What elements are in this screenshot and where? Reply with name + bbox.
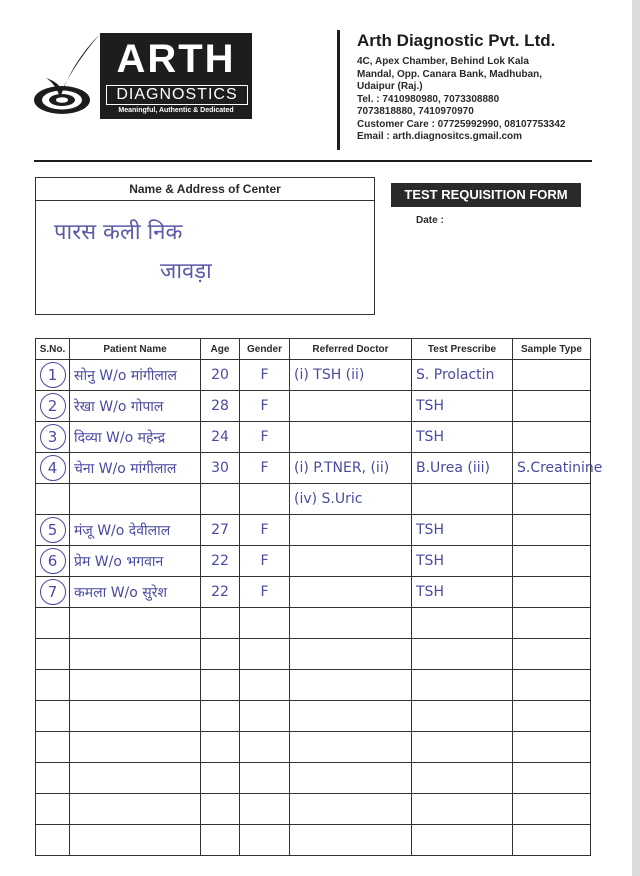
cell-test-prescribe[interactable]: S. Prolactin: [412, 360, 513, 391]
circled-number: 1: [40, 362, 66, 388]
logo-subtitle: DIAGNOSTICS: [106, 85, 248, 105]
cell-patient-name[interactable]: [70, 670, 201, 701]
cell-patient-name[interactable]: [70, 825, 201, 856]
cell-sample-type[interactable]: [513, 701, 591, 732]
cell-referred-doctor[interactable]: [290, 391, 412, 422]
cell-age[interactable]: 22: [201, 546, 240, 577]
cell-patient-name[interactable]: चेना W/o मांगीलाल: [70, 453, 201, 484]
cell-gender[interactable]: F: [240, 546, 290, 577]
company-address: [357, 56, 627, 144]
cell-sample-type[interactable]: S.Creatinine: [513, 453, 591, 484]
cell-sample-type[interactable]: [513, 670, 591, 701]
cell-referred-doctor[interactable]: [290, 639, 412, 670]
circled-number: 3: [40, 424, 66, 450]
address-line: Customer Care : 07725992990, 08107753342: [357, 118, 566, 130]
cell-sample-type[interactable]: [513, 546, 591, 577]
cell-gender[interactable]: [240, 794, 290, 825]
company-name: Arth Diagnostic Pvt. Ltd.: [357, 31, 556, 50]
cell-sample-type[interactable]: [513, 422, 591, 453]
cell-age[interactable]: [201, 608, 240, 639]
cell-sno[interactable]: [36, 360, 70, 391]
cell-test-prescribe[interactable]: TSH: [412, 391, 513, 422]
cell-test-prescribe[interactable]: TSH: [412, 546, 513, 577]
table-row: [36, 763, 591, 794]
cell-sno[interactable]: [36, 732, 70, 763]
cell-sno[interactable]: [36, 546, 70, 577]
cell-sample-type[interactable]: [513, 484, 591, 515]
cell-gender[interactable]: [240, 670, 290, 701]
cell-sno[interactable]: [36, 639, 70, 670]
cell-sno[interactable]: [36, 484, 70, 515]
cell-patient-name[interactable]: [70, 794, 201, 825]
cell-age[interactable]: 30: [201, 453, 240, 484]
cell-age[interactable]: [201, 732, 240, 763]
table-header-row: [36, 339, 591, 360]
cell-referred-doctor[interactable]: [290, 422, 412, 453]
cell-age[interactable]: [201, 701, 240, 732]
cell-sno[interactable]: [36, 391, 70, 422]
cell-sample-type[interactable]: [513, 732, 591, 763]
cell-test-prescribe[interactable]: [412, 484, 513, 515]
cell-patient-name[interactable]: [70, 763, 201, 794]
cell-patient-name[interactable]: [70, 732, 201, 763]
col-header-referred-doctor: Referred Doctor: [290, 339, 412, 360]
cell-patient-name[interactable]: रेखा W/o गोपाल: [70, 391, 201, 422]
cell-gender[interactable]: F: [240, 577, 290, 608]
circled-number: 4: [40, 455, 66, 481]
table-row: [36, 391, 591, 422]
form-title: TEST REQUISITION FORM: [391, 183, 581, 207]
cell-referred-doctor[interactable]: [290, 732, 412, 763]
table-row: [36, 360, 591, 391]
cell-sample-type[interactable]: [513, 763, 591, 794]
cell-referred-doctor[interactable]: [290, 794, 412, 825]
col-header-patient-name: Patient Name: [70, 339, 201, 360]
address-line: Mandal, Opp. Canara Bank, Madhuban,: [357, 68, 543, 80]
cell-sno[interactable]: [36, 515, 70, 546]
cell-referred-doctor[interactable]: [290, 577, 412, 608]
table-row: [36, 546, 591, 577]
cell-referred-doctor[interactable]: [290, 763, 412, 794]
cell-patient-name[interactable]: [70, 639, 201, 670]
col-header-sample-type: Sample Type: [513, 339, 591, 360]
address-line: Udaipur (Raj.): [357, 81, 423, 92]
cell-sno[interactable]: [36, 577, 70, 608]
table-row: [36, 794, 591, 825]
cell-sample-type[interactable]: [513, 577, 591, 608]
cell-sample-type[interactable]: [513, 794, 591, 825]
cell-age[interactable]: 28: [201, 391, 240, 422]
address-line: Tel. : 7410980980, 7073308880: [357, 93, 500, 105]
center-place-handwritten: जावड़ा: [160, 259, 212, 284]
cell-age[interactable]: [201, 794, 240, 825]
page-edge: [632, 0, 640, 876]
logo-tagline: Meaningful, Authentic & Dedicated: [118, 107, 234, 114]
cell-gender[interactable]: [240, 639, 290, 670]
cell-sno[interactable]: [36, 422, 70, 453]
cell-referred-doctor[interactable]: (i) P.TNER, (ii): [290, 453, 412, 484]
col-header-sno: S.No.: [36, 339, 70, 360]
table-row: [36, 608, 591, 639]
cell-sample-type[interactable]: [513, 608, 591, 639]
header-rule: [34, 160, 592, 162]
cell-referred-doctor[interactable]: [290, 515, 412, 546]
cell-gender[interactable]: F: [240, 453, 290, 484]
cell-age[interactable]: [201, 825, 240, 856]
cell-gender[interactable]: [240, 825, 290, 856]
center-heading: Name & Address of Center: [36, 178, 374, 201]
cell-patient-name[interactable]: [70, 484, 201, 515]
cell-patient-name[interactable]: [70, 608, 201, 639]
cell-referred-doctor[interactable]: [290, 670, 412, 701]
cell-patient-name[interactable]: कमला W/o सुरेश: [70, 577, 201, 608]
cell-test-prescribe[interactable]: [412, 763, 513, 794]
table-row: [36, 732, 591, 763]
cell-age[interactable]: 22: [201, 577, 240, 608]
cell-referred-doctor[interactable]: (iv) S.Uric: [290, 484, 412, 515]
center-name-handwritten: पारस कली निक: [54, 220, 183, 245]
cell-sno[interactable]: [36, 670, 70, 701]
cell-sample-type[interactable]: [513, 825, 591, 856]
cell-test-prescribe[interactable]: B.Urea (iii): [412, 453, 513, 484]
table-row: [36, 701, 591, 732]
cell-test-prescribe[interactable]: [412, 701, 513, 732]
cell-age[interactable]: 27: [201, 515, 240, 546]
center-address-box[interactable]: [35, 177, 375, 315]
table-row: [36, 639, 591, 670]
cell-gender[interactable]: F: [240, 360, 290, 391]
circled-number: 5: [40, 517, 66, 543]
table-row: [36, 484, 591, 515]
cell-test-prescribe[interactable]: [412, 608, 513, 639]
cell-gender[interactable]: F: [240, 391, 290, 422]
cell-sno[interactable]: [36, 763, 70, 794]
col-header-test-prescribe: Test Prescribe: [412, 339, 513, 360]
cell-sample-type[interactable]: [513, 391, 591, 422]
cell-sample-type[interactable]: [513, 515, 591, 546]
logo: [100, 33, 252, 119]
table-row: [36, 577, 591, 608]
circled-number: 7: [40, 579, 66, 605]
col-header-age: Age: [201, 339, 240, 360]
table-row: [36, 422, 591, 453]
cell-sample-type[interactable]: [513, 360, 591, 391]
cell-gender[interactable]: F: [240, 515, 290, 546]
cell-age[interactable]: [201, 670, 240, 701]
cell-age[interactable]: 20: [201, 360, 240, 391]
cell-age[interactable]: [201, 484, 240, 515]
table-row: [36, 453, 591, 484]
cell-sno[interactable]: [36, 701, 70, 732]
date-label: Date :: [416, 215, 444, 226]
cell-test-prescribe[interactable]: [412, 670, 513, 701]
cell-referred-doctor[interactable]: [290, 546, 412, 577]
table-row: [36, 825, 591, 856]
cell-gender[interactable]: [240, 732, 290, 763]
table-row: [36, 670, 591, 701]
cell-sample-type[interactable]: [513, 639, 591, 670]
cell-patient-name[interactable]: दिव्या W/o महेन्द्र: [70, 422, 201, 453]
address-line: 4C, Apex Chamber, Behind Lok Kala: [357, 56, 529, 67]
cell-patient-name[interactable]: मंजू W/o देवीलाल: [70, 515, 201, 546]
cell-test-prescribe[interactable]: TSH: [412, 515, 513, 546]
cell-sno[interactable]: [36, 794, 70, 825]
cell-test-prescribe[interactable]: [412, 732, 513, 763]
cell-test-prescribe[interactable]: TSH: [412, 422, 513, 453]
cell-patient-name[interactable]: सोनु W/o मांगीलाल: [70, 360, 201, 391]
cell-age[interactable]: 24: [201, 422, 240, 453]
cell-referred-doctor[interactable]: [290, 608, 412, 639]
logo-word: ARTH: [116, 37, 236, 81]
table-row: [36, 515, 591, 546]
circled-number: 2: [40, 393, 66, 419]
target-check-icon: [32, 32, 102, 118]
address-line: 7073818880, 7410970970: [357, 106, 474, 117]
cell-gender[interactable]: [240, 701, 290, 732]
header-divider: [337, 30, 340, 150]
address-line: Email : arth.diagnositcs.gmail.com: [357, 131, 523, 142]
col-header-gender: Gender: [240, 339, 290, 360]
cell-test-prescribe[interactable]: TSH: [412, 577, 513, 608]
cell-sno[interactable]: [36, 453, 70, 484]
cell-test-prescribe[interactable]: [412, 794, 513, 825]
cell-gender[interactable]: [240, 763, 290, 794]
cell-sno[interactable]: [36, 825, 70, 856]
cell-test-prescribe[interactable]: [412, 825, 513, 856]
cell-patient-name[interactable]: प्रेम W/o भगवान: [70, 546, 201, 577]
cell-referred-doctor[interactable]: (i) TSH (ii): [290, 360, 412, 391]
cell-gender[interactable]: F: [240, 422, 290, 453]
cell-sno[interactable]: [36, 608, 70, 639]
cell-test-prescribe[interactable]: [412, 639, 513, 670]
cell-patient-name[interactable]: [70, 701, 201, 732]
circled-number: 6: [40, 548, 66, 574]
cell-age[interactable]: [201, 763, 240, 794]
patient-table: [35, 338, 603, 856]
cell-gender[interactable]: [240, 608, 290, 639]
cell-referred-doctor[interactable]: [290, 825, 412, 856]
cell-referred-doctor[interactable]: [290, 701, 412, 732]
cell-age[interactable]: [201, 639, 240, 670]
cell-gender[interactable]: [240, 484, 290, 515]
